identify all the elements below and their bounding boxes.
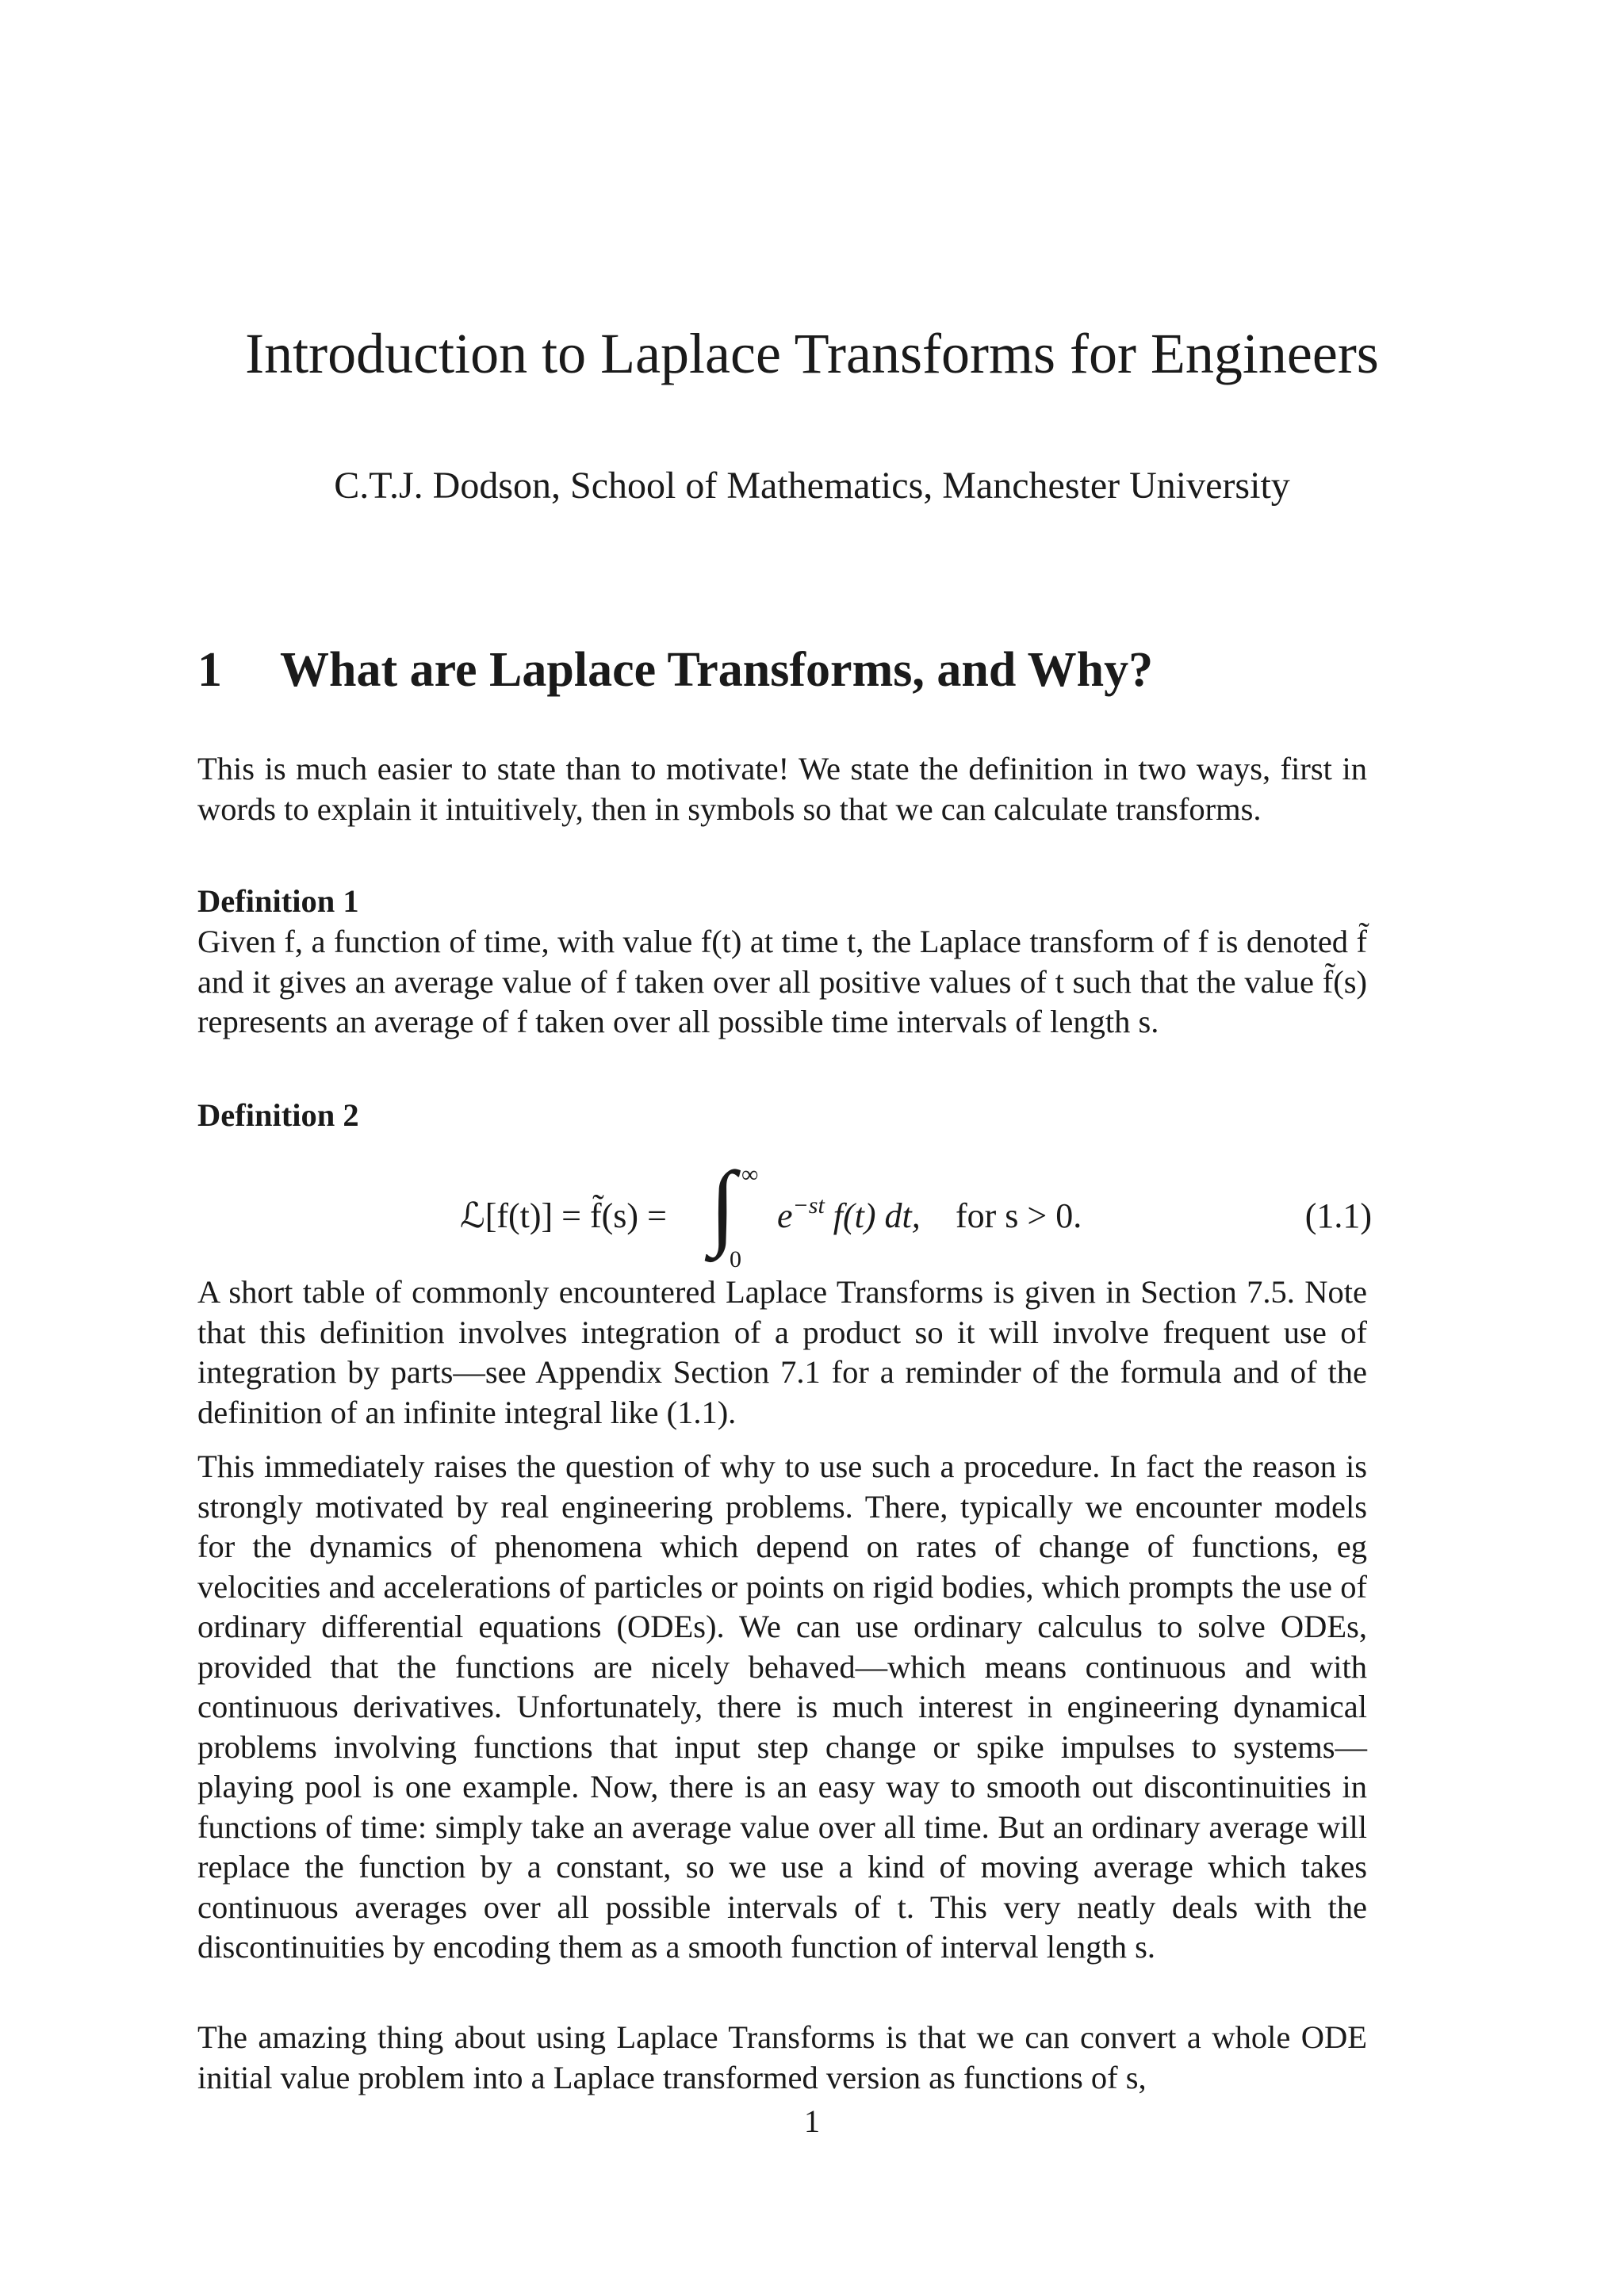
definition-1-text: Given f, a function of time, with value f(t) at time t, the Laplace transform of f is denoted f̃ and it gives an average value of f taken over all positive values of t such that the value f̃(s) represents an average of f taken over all possible time intervals of length s. <box>197 924 1367 1039</box>
equation-integrand <box>777 1192 921 1236</box>
intro-paragraph: This is much easier to state than to motivate! We state the definition in two ways, first in words to explain it intuitively, then in symbols so that we can calculate transforms. <box>197 751 1367 827</box>
equation-label: (1.1) <box>1304 1196 1372 1235</box>
paragraph-motivation: This immediately raises the question of why to use such a procedure. In fact the reason is strongly motivated by real engineering problems. There, typically we encounter models for the dynamics of phenomena which depend on rates of change of functions, eg velocities and accelerations of particles or points on rigid bodies, which prompts the use of ordinary differential equations (ODEs). We can use ordinary calculus to solve ODEs, provided that the functions are nicely behaved—which means continuous and with continuous derivatives. Unfortunately, there is much interest in engineering dynamical problems involving functions that input step change or spike impulses to systems—playing pool is one example. Now, there is an easy way to smooth out discontinuities in functions of time: simply take an average value over all time. But an ordinary average will replace the function by a constant, so we use a kind of moving average which takes continuous averages over all possible intervals of t. This very neatly deals with the discontinuities by encoding them as a smooth function of interval length s. <box>197 1448 1367 1965</box>
equation-lhs: ℒ[f(t)] = f̃(s) = <box>460 1196 667 1235</box>
equation-1-1 <box>460 1152 1372 1272</box>
section-number: 1 <box>197 643 222 697</box>
integrand-rest: f(t) dt, <box>833 1196 921 1235</box>
section-heading <box>197 642 1153 698</box>
definition-1-heading: Definition 1 <box>197 883 359 919</box>
section-title: What are Laplace Transforms, and Why? <box>280 643 1154 697</box>
integral-sign: ∫ <box>710 1152 736 1257</box>
paper-title: Introduction to Laplace Transforms for Engineers <box>245 322 1379 385</box>
integrand-base: e <box>777 1196 793 1235</box>
paragraph-amazing: The amazing thing about using Laplace Transforms is that we can convert a whole ODE initial value problem into a Laplace transformed version as functions of s, <box>197 2019 1367 2095</box>
equation-condition: for s > 0. <box>956 1196 1082 1235</box>
page-number: 1 <box>803 2103 821 2139</box>
author-line: C.T.J. Dodson, School of Mathematics, Manchester University <box>334 465 1290 507</box>
integrand-exponent: −st <box>792 1192 825 1219</box>
integral-lower-limit: 0 <box>730 1246 741 1272</box>
integral-upper-limit: ∞ <box>741 1161 759 1188</box>
paragraph-table-reference: A short table of commonly encountered Laplace Transforms is given in Section 7.5. Note that this definition involves integration of a product so it will involve frequent use of integration by parts—see Appendix Section 7.1 for a reminder of the formula and of the definition of an infinite integral like (1.1). <box>197 1274 1367 1430</box>
definition-2-heading: Definition 2 <box>197 1097 359 1133</box>
